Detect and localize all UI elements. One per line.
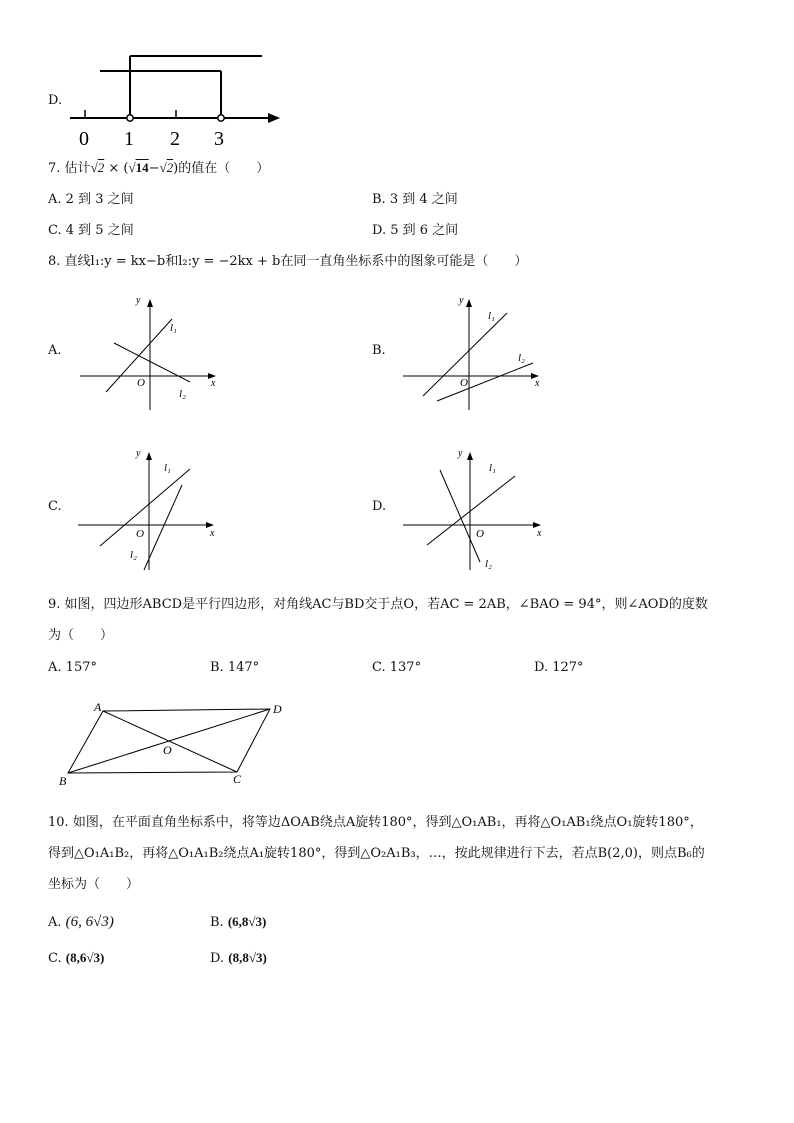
q8a-l2: l₂ (179, 388, 186, 400)
q9-option-b (210, 660, 259, 676)
q10-option-d-text: (8,8√3) (228, 950, 267, 965)
q7-option-d-text: 5 到 6 之间 (390, 223, 459, 238)
q7-option-b-label: B. (372, 192, 386, 207)
q8d-l2: l₂ (485, 558, 492, 570)
q8-stem (48, 254, 527, 270)
q9-number: 9. (48, 597, 61, 612)
q8b-origin: O (460, 377, 468, 389)
q9-label-B: B (59, 774, 67, 788)
q9-option-c (372, 660, 421, 676)
q7-stem-prefix: 估计 (64, 161, 91, 176)
q7-option-a-label: A. (48, 192, 62, 207)
q10-option-b-label: B. (210, 915, 224, 930)
q8a-x-label: x (211, 378, 216, 389)
q9-stem-text1: 如图，四边形ABCD是平行四边形，对角线AC与BD交于点O，若AC = 2AB，∠BAO = 94°，则∠AOD的度数 (64, 597, 708, 612)
q8c-y-label: y (136, 448, 141, 459)
q8-graph-a (70, 285, 230, 415)
tick-label-3: 3 (214, 128, 224, 150)
q10-option-a-label: A. (48, 915, 62, 930)
tick-label-2: 2 (170, 128, 180, 150)
q7-option-c-text: 4 到 5 之间 (65, 223, 134, 238)
q8d-y-label: y (458, 448, 463, 459)
q7-option-d-label: D. (372, 223, 387, 238)
q8d-x-label: x (537, 528, 542, 539)
q10-stem-line1 (48, 815, 703, 831)
q7-option-c-label: C. (48, 223, 62, 238)
q7-stem-suffix: )的值在（ ） (173, 161, 270, 176)
q6-number-line-figure (0, 0, 794, 160)
q10-option-c (48, 950, 104, 967)
q7-number: 7. (48, 161, 61, 176)
q8-graph-c (70, 440, 230, 575)
q7-rad1: 2 (97, 160, 105, 175)
q9-option-b-text: 147° (227, 660, 260, 675)
q10-option-d (210, 950, 267, 967)
q8-option-d-label: D. (372, 499, 387, 514)
q10-option-d-label: D. (210, 951, 225, 966)
q7-option-c (48, 223, 134, 239)
q9-option-c-label: C. (372, 660, 386, 675)
q9-option-a-text: 157° (65, 660, 97, 675)
q9-option-d-label: D. (534, 660, 549, 675)
q7-option-d (372, 223, 458, 239)
q10-option-c-label: C. (48, 951, 62, 966)
q10-stem-text1: 如图，在平面直角坐标系中，将等边ΔOAB绕点A旋转180°，得到△O₁AB₁，再将△O₁AB₁绕点O₁旋转180°， (72, 815, 703, 830)
q8a-y-label: y (136, 295, 141, 306)
q8b-l2: l₂ (518, 352, 525, 364)
q9-option-a-label: A. (48, 660, 62, 675)
q10-stem-line2: 得到△O₁A₁B₂，再将△O₁A₁B₂绕点A₁旋转180°，得到△O₂A₁B₃，…，按此规律进行下去，若点B(2,0)，则点B₆的 (48, 846, 705, 861)
q8b-y-label: y (459, 295, 464, 306)
q8c-x-label: x (210, 528, 215, 539)
q8c-l2: l₂ (130, 549, 137, 561)
q9-label-O: O (163, 743, 172, 757)
q7-minus: − (148, 161, 160, 176)
q8b-x-label: x (535, 378, 540, 389)
q7-option-b (372, 192, 458, 208)
q9-option-d-text: 127° (552, 660, 584, 675)
q9-label-D: D (273, 702, 282, 716)
q9-parallelogram-figure (55, 695, 295, 795)
q10-option-b-text: (6,8√3) (227, 914, 267, 929)
q9-option-d (534, 660, 584, 676)
tick-label-1: 1 (124, 128, 134, 150)
tick-label-0: 0 (79, 128, 89, 150)
q10-number: 10. (48, 815, 69, 830)
q8d-l1: l₁ (489, 462, 496, 474)
q8-graph-b (395, 285, 555, 415)
q7-option-b-text: 3 到 4 之间 (389, 192, 458, 207)
q10-option-b (210, 914, 266, 931)
q9-stem-line1 (48, 597, 708, 613)
q7-rad2: 14 (135, 160, 149, 175)
q7-stem: 7. 估计√2 × (√14−√2)的值在（ ） (48, 160, 270, 176)
q8-option-c-label: C. (48, 499, 62, 514)
q7-option-a-text: 2 到 3 之间 (65, 192, 134, 207)
q8a-l1: l₁ (170, 322, 177, 334)
q8b-l1: l₁ (488, 310, 495, 322)
q10-option-a-text: (6, 6√3) (65, 914, 114, 930)
q8d-origin: O (476, 528, 484, 540)
q10-option-c-text: (8,6√3) (65, 950, 105, 965)
q10-option-a (48, 914, 114, 931)
q9-option-c-text: 137° (389, 660, 422, 675)
q9-option-b-label: B. (210, 660, 224, 675)
q8-stem-text: 直线l₁:y = kx−b和l₂:y = −2kx + b在同一直角坐标系中的图象可能是（ ） (64, 254, 528, 269)
q8a-origin: O (137, 377, 145, 389)
q8c-origin: O (136, 528, 144, 540)
q8-graph-d (395, 440, 555, 575)
q7-option-a (48, 192, 134, 208)
q10-stem-line3: 坐标为（ ） (48, 877, 140, 892)
q6-option-d-label: D. (48, 93, 63, 108)
q9-stem-line2: 为（ ） (48, 628, 114, 643)
q8-option-b-label: B. (372, 343, 386, 358)
q8-number: 8. (48, 254, 61, 269)
q9-option-a (48, 660, 97, 676)
q8-option-a-label: A. (48, 343, 62, 358)
q7-times: × ( (104, 161, 129, 176)
q8c-l1: l₁ (164, 462, 171, 474)
q9-label-A: A (94, 700, 102, 714)
q9-label-C: C (233, 772, 242, 786)
q7-rad3: 2 (166, 160, 174, 175)
